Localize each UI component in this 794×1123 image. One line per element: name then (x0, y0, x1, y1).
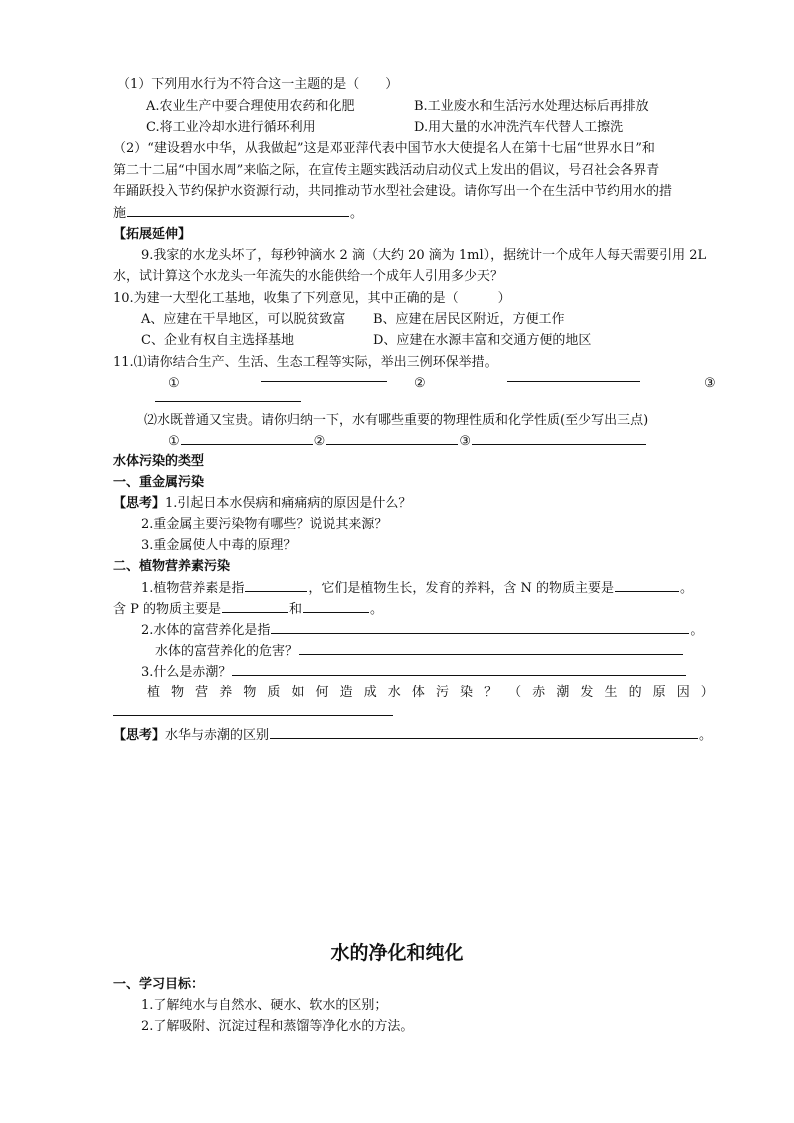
red-tide-cause-char: 因 (676, 685, 690, 700)
q11-blank-2[interactable] (507, 381, 640, 382)
q11-2-answers (168, 431, 647, 452)
nutrient-q1-end: 。 (680, 581, 694, 596)
q1-option-d: D.用大量的水冲洗汽车代替人工擦洗 (414, 120, 624, 135)
q11-2-blank-1[interactable] (181, 431, 313, 445)
think-1-line (113, 494, 411, 514)
red-tide-cause-char: 赤 (532, 685, 546, 700)
nutrient-blank-5[interactable] (271, 620, 689, 634)
q11-2-circle-2: ② (313, 434, 326, 449)
q9-line-1: 9.我家的水龙头坏了，每秒钟滴水 2 滴（大约 20 滴为 1ml），据统计一个成年人每天需要引用 2L (141, 248, 707, 263)
q10-option-b: B、应建在居民区附近，方便工作 (373, 312, 565, 327)
red-tide-cause-char: 原 (652, 685, 666, 700)
think-4-blank[interactable] (270, 725, 698, 739)
think-3: 3.重金属使人中毒的原理？ (141, 538, 297, 553)
q1-stem: （1）下列用水行为不符合这一主题的是（ ） (117, 77, 399, 92)
nutrient-q2: 2.水体的富营养化是指 (141, 623, 271, 638)
red-tide-line (141, 662, 687, 683)
heavy-metal-section: 一、重金属污染 (113, 475, 205, 490)
red-tide-cause-char: 潮 (556, 685, 570, 700)
think-4: 水华与赤潮的区别 (165, 728, 270, 743)
q10-option-a: A、应建在干旱地区，可以脱贫致富 (141, 312, 346, 327)
think-1: 1.引起日本水俣病和痛痛病的原因是什么？ (165, 496, 412, 511)
red-tide-cause-char: 污 (435, 685, 449, 700)
goal-heading: 一、学习目标： (113, 977, 205, 992)
think-4-tag: 【思考】 (113, 728, 166, 743)
red-tide-cause-char: 体 (411, 685, 425, 700)
q2-line-4-text: 施 (113, 206, 127, 221)
nutrient-section: 二、植物营养素污染 (113, 559, 231, 574)
think-4-line (113, 725, 712, 746)
q11-2-blank-3[interactable] (472, 431, 646, 445)
nutrient-blank-6[interactable] (299, 641, 683, 655)
think-2: 2.重金属主要污染物有哪些？说说其来源？ (141, 517, 388, 532)
goal-1: 1.了解纯水与自然水、硬水、软水的区别； (141, 998, 388, 1013)
q1-option-a: A.农业生产中要合理使用农药和化肥 (146, 99, 355, 114)
q11-blank-1[interactable] (261, 381, 387, 382)
red-tide-cause-char: 水 (387, 685, 401, 700)
think-tag: 【思考】 (113, 496, 166, 511)
q11-circle-1: ① (168, 376, 180, 391)
q1-option-c: C.将工业冷却水进行循环利用 (146, 120, 316, 135)
red-tide-cause-char: 成 (363, 685, 377, 700)
red-tide-cause-char: ） (700, 685, 714, 700)
red-tide-cause-char: 物 (171, 685, 185, 700)
nutrient-q1-b: ，它们是植物生长，发育的养料，含 N 的物质主要是 (308, 581, 615, 596)
red-tide-cause-char: 物 (243, 685, 257, 700)
red-tide-cause-char: 发 (580, 685, 594, 700)
q11-2-blank-2[interactable] (326, 431, 458, 445)
q1-option-b: B.工业废水和生活污水处理达标后再排放 (414, 99, 649, 114)
red-tide-cause-char: 如 (291, 685, 305, 700)
nutrient-q2-end: 。 (690, 623, 704, 638)
q11-part-2: ⑵水既普通又宝贵。请你归纳一下，水有哪些重要的物理性质和化学性质(至少写出三点) (144, 413, 649, 428)
q11-2-circle-3: ③ (459, 434, 471, 449)
red-tide-cause-blank[interactable] (113, 715, 393, 716)
red-tide-cause-char: 染 (460, 685, 474, 700)
extension-heading: 【拓展延伸】 (113, 227, 192, 242)
red-tide-question: 3.什么是赤潮？ (141, 665, 232, 680)
red-tide-cause-char: 生 (604, 685, 618, 700)
red-tide-cause-char: 营 (195, 685, 209, 700)
think-4-end: 。 (699, 728, 713, 743)
q11-blank-3[interactable] (155, 401, 301, 402)
q2-line-4-end: 。 (350, 206, 364, 221)
q10-stem: 10.为建一大型化工基地，收集了下列意见，其中正确的是（ ） (113, 291, 511, 306)
goal-2: 2.了解吸附、沉淀过程和蒸馏等净化水的方法。 (141, 1019, 414, 1034)
nutrient-harm-line (155, 641, 684, 662)
nutrient-blank-4[interactable] (303, 599, 369, 613)
nutrient-blank-2[interactable] (615, 578, 679, 592)
q2-line-1: （2）“建设碧水中华，从我做起”这是邓亚萍代表中国节水大使提名人在第十七届“世界水日”和 (113, 141, 655, 156)
q2-answer-blank[interactable] (127, 203, 349, 217)
q10-option-c: C、企业有权自主选择基地 (141, 333, 294, 348)
nutrient-q1-line-2 (113, 599, 383, 620)
q11-2-circle-1: ① (168, 434, 180, 449)
red-tide-cause-char: 植 (147, 685, 161, 700)
nutrient-q1-a: 1.植物营养素是指 (141, 581, 245, 596)
q9-line-2: 水，试计算这个水龙头一年流失的水能供给一个成年人引用多少天？ (113, 269, 504, 284)
q11-circle-2: ② (414, 376, 426, 391)
red-tide-blank[interactable] (232, 662, 686, 676)
red-tide-cause-char: 何 (315, 685, 329, 700)
pollution-heading: 水体污染的类型 (113, 454, 205, 469)
nutrient-q1-d: 和 (289, 602, 303, 617)
nutrient-q1-c: 含 P 的物质主要是 (113, 602, 222, 617)
red-tide-cause-char: ？ (484, 685, 498, 700)
red-tide-cause-char: 养 (219, 685, 233, 700)
nutrient-blank-1[interactable] (245, 578, 307, 592)
q11-stem: 11.⑴请你结合生产、生活、生态工程等实际，举出三例环保举措。 (113, 355, 498, 370)
section-title: 水的净化和纯化 (330, 942, 464, 964)
q2-line-2: 第二十二届“中国水周”来临之际，在宣传主题实践活动启动仪式上发出的倡议，号召社会各界青 (113, 163, 660, 178)
red-tide-cause-char: 质 (267, 685, 281, 700)
nutrient-blank-3[interactable] (222, 599, 288, 613)
q11-circle-3: ③ (704, 376, 716, 391)
red-tide-cause-char: 造 (339, 685, 353, 700)
nutrient-harm: 水体的富营养化的危害？ (155, 644, 299, 659)
red-tide-cause-char: 的 (628, 685, 642, 700)
nutrient-q1-e: 。 (370, 602, 384, 617)
q2-line-3: 年踊跃投入节约保护水资源行动，共同推动节水型社会建设。请你写出一个在生活中节约用水的措 (113, 184, 673, 199)
q2-line-4 (113, 203, 363, 224)
nutrient-q2-line (141, 620, 703, 641)
q10-option-d: D、应建在水源丰富和交通方便的地区 (373, 333, 592, 348)
red-tide-cause-char: （ (508, 685, 522, 700)
nutrient-q1-line (141, 578, 693, 599)
red-tide-cause (147, 683, 714, 703)
